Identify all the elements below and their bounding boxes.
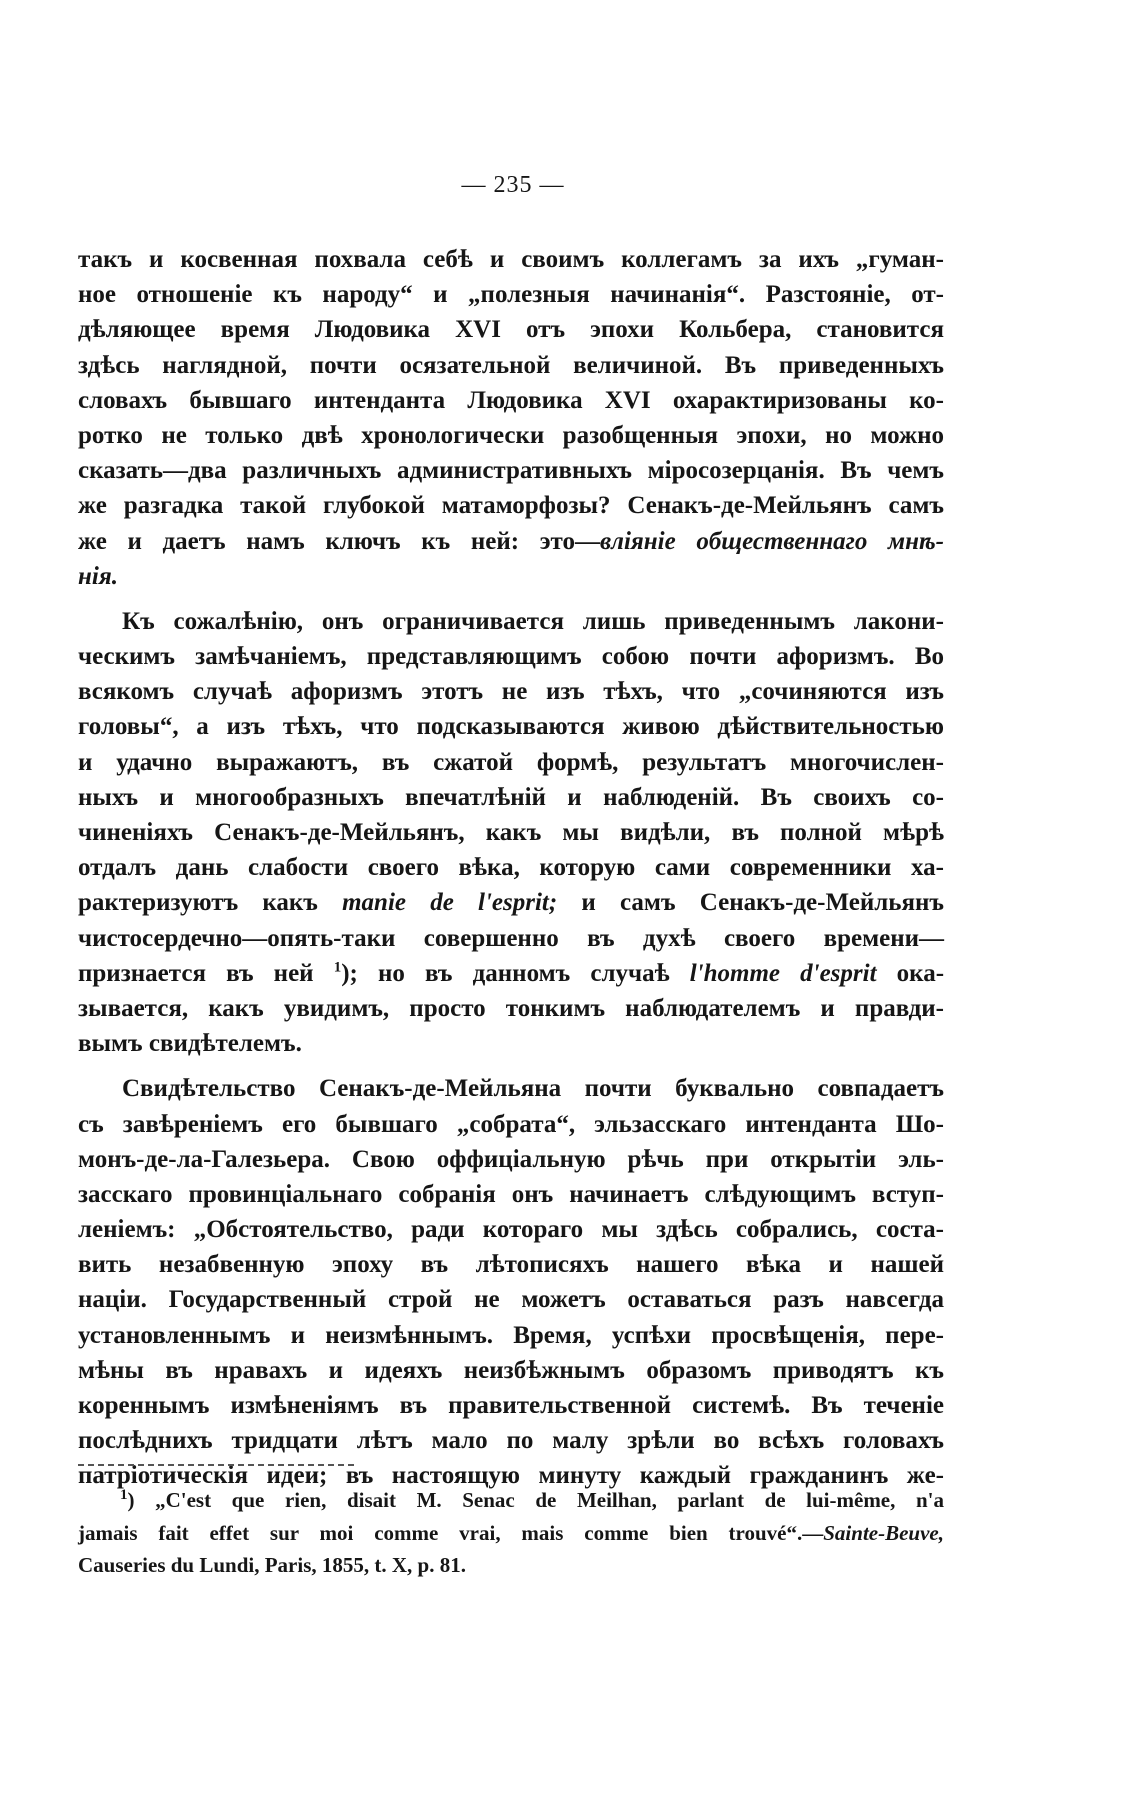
text-line: отдалъ дань слабости своего вѣка, которую сами современники ха- <box>78 854 944 882</box>
paragraph-first-line: Къ сожалѣнію, онъ ограничивается лишь приведеннымъ лакони- <box>122 607 944 635</box>
text-line: вить незабвенную эпоху въ лѣтописяхъ нашего вѣка и нашей <box>78 1251 944 1279</box>
footnote <box>78 1484 944 1582</box>
text-line: ческимъ замѣчаніемъ, представляющимъ собою почти афоризмъ. Во <box>78 643 944 671</box>
text-line: установленнымъ и неизмѣннымъ. Время, успѣхи просвѣщенія, пере- <box>78 1321 944 1349</box>
text-line <box>78 559 944 594</box>
text-line: словахъ бывшаго интенданта Людовика XVI охарактиризованы ко- <box>78 386 944 414</box>
text-line: леніемъ: „Обстоятельство, ради котораго мы здѣсь собрались, соста- <box>78 1216 944 1244</box>
text-line: ныхъ и многообразныхъ впечатлѣній и наблюденій. Въ своихъ со- <box>78 783 944 811</box>
text-line <box>78 885 944 920</box>
italic-phrase: вліяніе общественнаго мнѣ- <box>599 527 944 555</box>
footnote-divider <box>78 1464 354 1466</box>
italic-phrase: Sainte-Beuve, <box>823 1520 944 1545</box>
text-segment: признается въ ней <box>78 959 314 987</box>
text-segment: же и даетъ намъ ключъ къ ней: это— <box>78 527 600 555</box>
text-line: дѣляющее время Людовика XVI отъ эпохи Кольбера, становится <box>78 316 944 344</box>
text-line: послѣднихъ тридцати лѣтъ мало по малу зрѣли во всѣхъ головахъ <box>78 1427 944 1455</box>
footnote-marker: 1 <box>120 1487 128 1503</box>
text-line: же разгадка такой глубокой матаморфозы? Сенакъ-де-Мейльянъ самъ <box>78 492 944 520</box>
text-line: всякомъ случаѣ афоризмъ этотъ не изъ тѣхъ, что „сочиняются изъ <box>78 678 944 706</box>
text-line <box>78 956 944 991</box>
text-line: ное отношеніе къ народу“ и „полезныя начинанія“. Разстояніе, от- <box>78 281 944 309</box>
italic-phrase: manie de l'esprit; <box>342 889 558 917</box>
page-number: — 235 — <box>461 172 565 198</box>
text-line: вымъ свидѣтелемъ. <box>78 1030 302 1058</box>
text-line: сказать—два различныхъ административныхъ міросозерцанія. Въ чемъ <box>78 457 944 485</box>
text-line: націи. Государственный строй не можетъ оставаться разъ навсегда <box>78 1286 944 1314</box>
italic-phrase: l'homme d'esprit <box>689 959 877 987</box>
text-line: головы“, а изъ тѣхъ, что подсказываются живою дѣйствительностью <box>78 713 944 741</box>
text-line: монъ-де-ла-Галезьера. Свою оффиціальную рѣчь при открытіи эль- <box>78 1145 944 1173</box>
page-body <box>78 242 944 1494</box>
footnote-line <box>78 1517 944 1550</box>
text-line <box>78 524 944 559</box>
text-line: съ завѣреніемъ его бывшаго „собрата“, эльзасскаго интенданта Шо- <box>78 1110 944 1138</box>
text-line: чистосердечно—опять-таки совершенно въ духѣ своего времени— <box>78 924 944 952</box>
footnote-ref: 1 <box>333 959 342 976</box>
text-segment: jamais fait effet sur moi comme vrai, mais comme bien trouvé“.— <box>78 1520 824 1545</box>
text-line: здѣсь наглядной, почти осязательной величиной. Въ приведенныхъ <box>78 351 944 379</box>
text-line: патріотическія идеи; въ настоящую минуту каждый гражданинъ же- <box>78 1462 944 1490</box>
italic-phrase: нія. <box>78 562 118 590</box>
text-line: такъ и косвенная похвала себѣ и своимъ коллегамъ за ихъ „гуман- <box>78 246 944 273</box>
footnote-line: Causeries du Lundi, Paris, 1855, t. X, p. 81. <box>78 1553 466 1577</box>
text-line: зывается, какъ увидимъ, просто тонкимъ наблюдателемъ и правди- <box>78 994 944 1022</box>
footnote-line <box>78 1484 944 1517</box>
text-segment: ) „C'est que rien, disait M. Senac de Meilhan, parlant de lui-même, n'a <box>127 1488 944 1512</box>
text-segment: рактеризуютъ какъ <box>78 889 318 917</box>
text-segment: ); но въ данномъ случаѣ <box>341 959 670 987</box>
text-line: засскаго провинціальнаго собранія онъ начинаетъ слѣдующимъ вступ- <box>78 1180 944 1208</box>
text-line: чиненіяхъ Сенакъ-де-Мейльянъ, какъ мы видѣли, въ полной мѣрѣ <box>78 819 944 846</box>
paragraph-first-line: Свидѣтельство Сенакъ-де-Мейльяна почти буквально совпадаетъ <box>122 1075 944 1103</box>
text-line: ротко не только двѣ хронологически разобщенныя эпохи, но можно <box>78 421 944 449</box>
text-segment: ока- <box>896 959 945 987</box>
text-line: мѣны въ нравахъ и идеяхъ неизбѣжнымъ образомъ приводятъ къ <box>78 1356 944 1384</box>
text-segment: и самъ Сенакъ-де-Мейльянъ <box>581 889 944 917</box>
text-line: и удачно выражаютъ, въ сжатой формѣ, результатъ многочислен- <box>78 748 944 776</box>
text-line: кореннымъ измѣненіямъ въ правительственной системѣ. Въ теченіе <box>78 1392 944 1419</box>
